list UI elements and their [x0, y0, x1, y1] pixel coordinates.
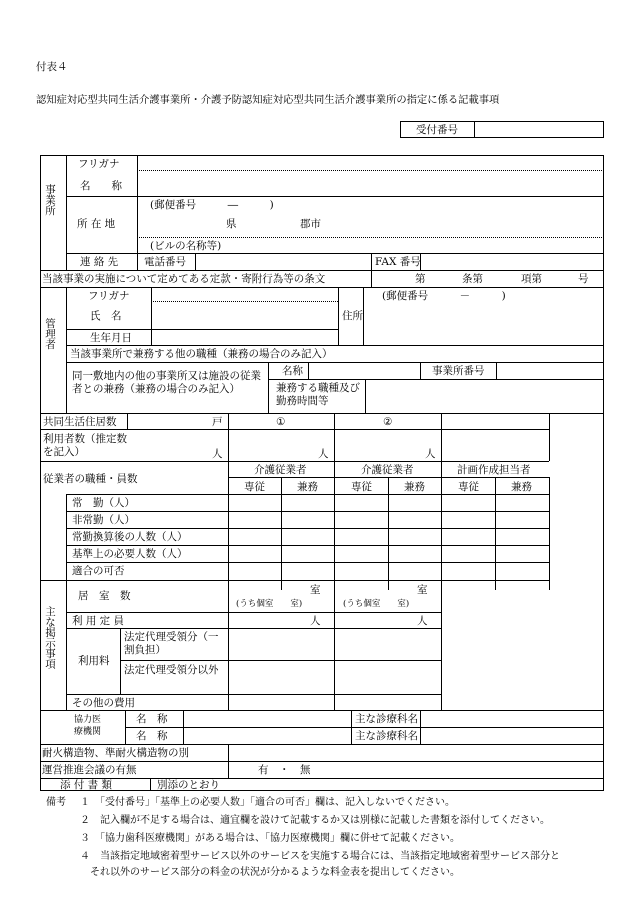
- rooms-private-1: (うち個室 室): [236, 599, 303, 609]
- manager-concurrent-field[interactable]: [340, 347, 602, 360]
- capacity-label: 利 用 定 員: [72, 615, 125, 627]
- fee-nonproxy-label: 法定代理受領分以外: [124, 664, 219, 676]
- regulation-item-label: 項第: [521, 273, 542, 285]
- attached-value: 別添のとおり: [157, 779, 220, 791]
- users-unit-1: 人: [318, 448, 329, 460]
- regulation-label: 当該事業の実施について定めてある定款・寄附行為等の条文: [42, 273, 326, 285]
- office-name-label: 名 称: [80, 180, 122, 192]
- medical-name-field-1[interactable]: [185, 712, 349, 725]
- regulation-clause-label: 条第: [462, 273, 483, 285]
- residence-units-label: 共同生活住居数: [43, 416, 117, 428]
- medical-dept-label-2: 主な診療科名: [355, 730, 418, 742]
- facility-number-field[interactable]: [498, 364, 602, 377]
- office-furigana-label: フリガナ: [78, 158, 120, 170]
- main-items-section-label: 主な掲示事項: [44, 606, 56, 669]
- residence-col1-label: ①: [276, 416, 286, 428]
- concurrent-role-field[interactable]: [368, 381, 602, 411]
- capacity-unit-2: 人: [417, 615, 428, 627]
- medical-name-field-2[interactable]: [185, 729, 349, 742]
- manager-section-label: 管理者: [44, 318, 56, 350]
- office-district-label: 郡市: [300, 218, 321, 230]
- facility-number-label: 事業所番号: [432, 365, 485, 377]
- staff-care1-dual: 兼務: [297, 481, 318, 493]
- staff-planner-full: 専従: [458, 481, 479, 493]
- fee-label: 利用料: [78, 655, 110, 667]
- note-2: ２ 記入欄が不足する場合は、適宜欄を設けて記載するか又は別様に記載した書類を添付してください。: [80, 815, 550, 826]
- staff-row-compliance: 適合の可否: [72, 565, 125, 577]
- staff-row-converted: 常勤換算後の人数（人）: [72, 531, 188, 543]
- staff-row-parttime: 非常勤（人）: [72, 514, 135, 526]
- note-4-continued: それ以外のサービス部分の料金の状況が分かるような料金表を提出してください。: [90, 867, 460, 878]
- medical-section-label: 協力医療機関: [74, 715, 102, 737]
- manager-concurrent-label: 当該事業所で兼務する他の職種（兼務の場合のみ記入）: [70, 348, 333, 360]
- office-address-label: 所 在 地: [77, 218, 116, 230]
- office-building-label: (ビルの名称等): [150, 240, 222, 252]
- medical-name-label-1: 名 称: [136, 713, 168, 725]
- office-section-label: 事業所: [44, 184, 56, 216]
- rooms-label: 居 室 数: [78, 590, 131, 602]
- manager-furigana-label: フリガナ: [88, 290, 130, 302]
- staff-care2-header: 介護従業者: [361, 464, 414, 476]
- manager-name-field[interactable]: [154, 304, 336, 327]
- medical-dept-label-1: 主な診療科名: [355, 713, 418, 725]
- office-phone-field[interactable]: [197, 255, 369, 268]
- users-unit-0: 人: [212, 448, 223, 460]
- residence-users-label: 利用者数（推定数を記入）: [43, 433, 127, 458]
- manager-address-field[interactable]: [366, 304, 602, 343]
- reception-number-label: 受付番号: [416, 124, 458, 136]
- office-contact-label: 連 絡 先: [80, 256, 119, 268]
- staff-row-required: 基準上の必要人数（人）: [72, 548, 188, 560]
- office-phone-label: 電話番号: [144, 256, 186, 268]
- manager-furigana-field[interactable]: [154, 289, 336, 300]
- office-name-field[interactable]: [140, 173, 600, 194]
- note-1: １ 「受付番号」「基準上の必要人数」「適合の可否」欄は、記入しないでください。: [80, 797, 455, 808]
- rooms-private-2: (うち個室 室): [343, 599, 410, 609]
- manager-postal-label: (郵便番号 － ): [382, 290, 506, 302]
- facility-name-field[interactable]: [310, 364, 418, 377]
- medical-dept-field-1[interactable]: [422, 712, 602, 725]
- rooms-unit-2: 室: [417, 584, 428, 596]
- staff-planner-header: 計画作成担当者: [457, 464, 531, 476]
- manager-birth-field[interactable]: [154, 331, 336, 344]
- capacity-unit-1: 人: [310, 615, 321, 627]
- office-prefecture-label: 県: [226, 218, 237, 230]
- note-3: ３ 「協力歯科医療機関」がある場合は、「協力医療機関」欄に併せて記載ください。: [80, 833, 460, 844]
- rooms-unit-1: 室: [310, 584, 321, 596]
- form-title: 認知症対応型共同生活介護事業所・介護予防認知症対応型共同生活介護事業所の指定に係る記載事項: [36, 94, 500, 106]
- staff-row-fulltime: 常 勤（人）: [72, 497, 135, 509]
- notes-heading: 備考: [46, 797, 66, 808]
- staff-label: 従業者の職種・員数: [43, 473, 138, 485]
- manager-address-label: 住所: [342, 310, 363, 322]
- staff-planner-dual: 兼務: [511, 481, 532, 493]
- manager-other-facility-label: 同一敷地内の他の事業所又は施設の従業者との兼務（兼務の場合のみ記入）: [72, 370, 261, 395]
- medical-dept-field-2[interactable]: [422, 729, 602, 742]
- note-4: ４ 当該指定地域密着型サービス以外のサービスを実施する場合には、当該指定地域密着型サービス部分と: [80, 851, 560, 862]
- facility-name-label: 名称: [282, 365, 303, 377]
- other-fee-label: その他の費用: [72, 697, 135, 709]
- office-fax-field[interactable]: [422, 255, 602, 268]
- residence-col2-label: ②: [383, 416, 393, 428]
- staff-care2-dual: 兼務: [404, 481, 425, 493]
- office-fax-label: FAX 番号: [375, 256, 421, 268]
- office-postal-label: (郵便番号 ― ): [150, 199, 274, 211]
- staff-care1-header: 介護従業者: [254, 464, 307, 476]
- residence-units-suffix: 戸: [212, 416, 223, 428]
- manager-name-label: 氏 名: [90, 310, 122, 322]
- regulation-number-label: 号: [578, 273, 589, 285]
- fee-proxy-label: 法定代理受領分（一割負担）: [124, 631, 219, 656]
- concurrent-role-label: 兼務する職種及び勤務時間等: [276, 382, 360, 407]
- staff-care1-full: 専従: [244, 481, 265, 493]
- office-furigana-field[interactable]: [140, 157, 600, 169]
- council-value[interactable]: 有 ・ 無: [258, 764, 311, 776]
- users-unit-2: 人: [425, 448, 436, 460]
- reception-number-field[interactable]: [476, 123, 602, 136]
- council-label: 運営推進会議の有無: [42, 764, 137, 776]
- fireproof-label: 耐火構造物、準耐火構造物の別: [42, 747, 189, 759]
- appendix-label: 付表４: [36, 61, 68, 73]
- staff-care2-full: 専従: [351, 481, 372, 493]
- manager-birth-label: 生年月日: [90, 332, 132, 344]
- attached-label: 添 付 書 類: [60, 779, 113, 791]
- regulation-article-label: 第: [415, 273, 426, 285]
- medical-name-label-2: 名 称: [136, 730, 168, 742]
